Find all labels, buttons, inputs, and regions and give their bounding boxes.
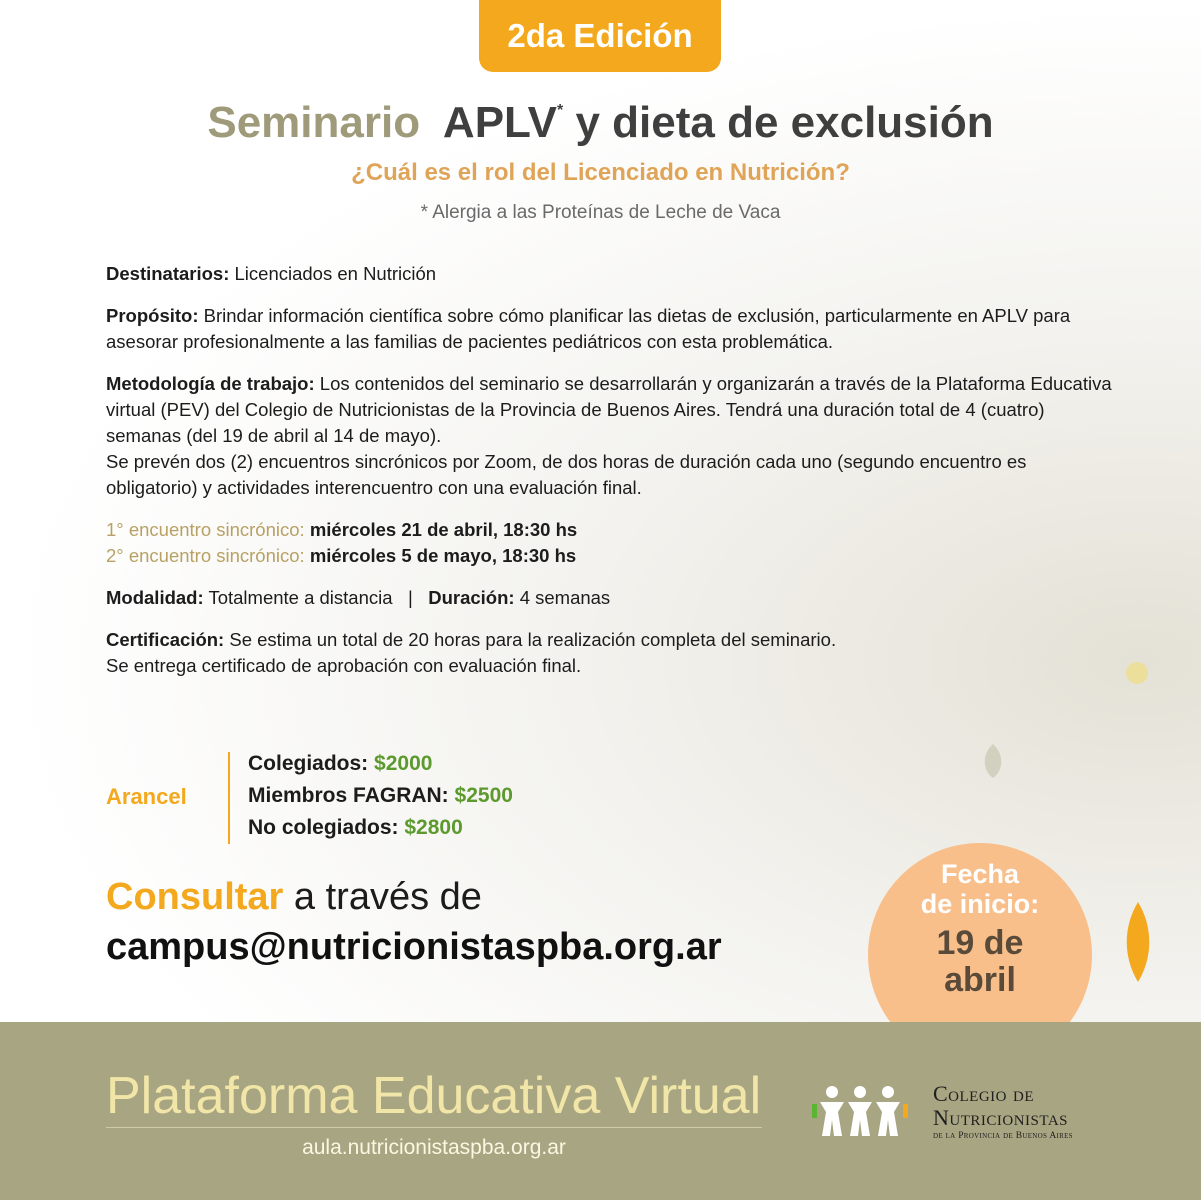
title-part-seminario: Seminario — [207, 98, 421, 147]
footer-url-link[interactable]: aula.nutricionistaspba.org.ar — [302, 1136, 566, 1159]
decorative-leaf-grey — [980, 744, 1006, 778]
duracion-text: 4 semanas — [519, 587, 611, 608]
logo-line-3: de la Provincia de Buenos Aires — [933, 1131, 1073, 1141]
destinatarios-paragraph — [106, 261, 1116, 287]
arancel-list — [248, 752, 513, 848]
arancel-divider — [228, 752, 230, 844]
consult-block — [106, 872, 722, 972]
metodologia-label: Metodología de trabajo: — [106, 373, 315, 394]
logo-line-1: Colegio de — [933, 1081, 1034, 1106]
logo-line-2: Nutricionistas — [933, 1105, 1069, 1130]
arancel-item-price: $2800 — [404, 816, 463, 839]
metodologia-text-1: Los contenidos del seminario se desarrollarán y organizarán a través de la Plataforma Educativa virtual (PEV) del Colegio de Nutricionistas de la Provincia de Buenos Aires. Tendrá una duración total de 4 (cuatro) semanas (del 19 de abril al 14 de mayo). — [106, 373, 1112, 446]
footer — [0, 1022, 1201, 1200]
footer-title: Plataforma Educativa Virtual — [106, 1067, 762, 1125]
title-part-dieta: y dieta de exclusión — [575, 98, 994, 147]
title-star: * — [557, 102, 564, 119]
separator: | — [407, 587, 413, 608]
subtitle: ¿Cuál es el rol del Licenciado en Nutrición? — [351, 159, 850, 186]
footnote: * Alergia a las Proteínas de Leche de Vaca — [420, 202, 781, 223]
start-label-line-2: de inicio: — [920, 889, 1040, 919]
arancel-label: Arancel — [106, 784, 187, 809]
metodologia-text-2: Se prevén dos (2) encuentros sincrónicos por Zoom, de dos horas de duración cada uno (segundo encuentro es obligatorio) y actividades interencuentro con una evaluación final. — [106, 451, 1027, 498]
modalidad-text: Totalmente a distancia — [208, 587, 393, 608]
duracion-label: Duración: — [428, 587, 515, 608]
arancel-item-name: Miembros FAGRAN: — [248, 784, 449, 807]
arancel-item — [248, 816, 513, 848]
start-date-value — [868, 925, 1092, 999]
encuentro-1-value: miércoles 21 de abril, 18:30 hs — [309, 519, 578, 540]
certificacion-text-2: Se entrega certificado de aprobación con evaluación final. — [106, 655, 582, 676]
certificacion-label: Certificación: — [106, 629, 225, 650]
arancel-item-price: $2000 — [374, 752, 433, 775]
destinatarios-label: Destinatarios: — [106, 263, 230, 284]
page-title — [0, 98, 1201, 148]
modalidad-paragraph — [106, 585, 1116, 611]
encuentro-1-label: 1° encuentro sincrónico: — [106, 519, 305, 540]
contact-email-link[interactable]: campus@nutricionistaspba.org.ar — [106, 926, 722, 968]
arancel-item-name: Colegiados: — [248, 752, 369, 775]
proposito-paragraph — [106, 303, 1116, 355]
decorative-leaf-orange — [1125, 902, 1151, 982]
edition-badge: 2da Edición — [479, 0, 721, 72]
colegio-logo-text — [933, 1082, 1073, 1142]
proposito-text: Brindar información científica sobre cómo planificar las dietas de exclusión, particularmente en APLV para asesorar profesionalmente a las familias de pacientes pediátricos con esta problemática. — [106, 305, 1071, 352]
arancel-item — [248, 784, 513, 816]
start-label-line-1: Fecha — [940, 859, 1020, 889]
encuentros-paragraph — [106, 517, 1116, 569]
colegio-logo-icon — [810, 1080, 910, 1140]
proposito-label: Propósito: — [106, 305, 199, 326]
certificacion-paragraph — [106, 627, 1116, 679]
arancel-item — [248, 752, 513, 784]
arancel-item-name: No colegiados: — [248, 816, 399, 839]
metodologia-paragraph — [106, 371, 1116, 501]
consult-highlight: Consultar — [106, 876, 284, 918]
modalidad-label: Modalidad: — [106, 587, 204, 608]
title-part-aplv: APLV — [442, 98, 558, 147]
decorative-dot — [1126, 662, 1148, 684]
certificacion-text-1: Se estima un total de 20 horas para la realización completa del seminario. — [229, 629, 837, 650]
seminar-details — [106, 261, 1116, 695]
start-value-line-2: abril — [944, 961, 1016, 999]
encuentro-2-value: miércoles 5 de mayo, 18:30 hs — [309, 545, 577, 566]
start-value-line-1: 19 de — [936, 924, 1024, 962]
encuentro-2-label: 2° encuentro sincrónico: — [106, 545, 305, 566]
destinatarios-text: Licenciados en Nutrición — [234, 263, 437, 284]
consult-text: a través de — [293, 876, 482, 918]
footer-rule — [106, 1127, 762, 1128]
arancel-item-price: $2500 — [454, 784, 513, 807]
start-date-label — [868, 859, 1092, 919]
